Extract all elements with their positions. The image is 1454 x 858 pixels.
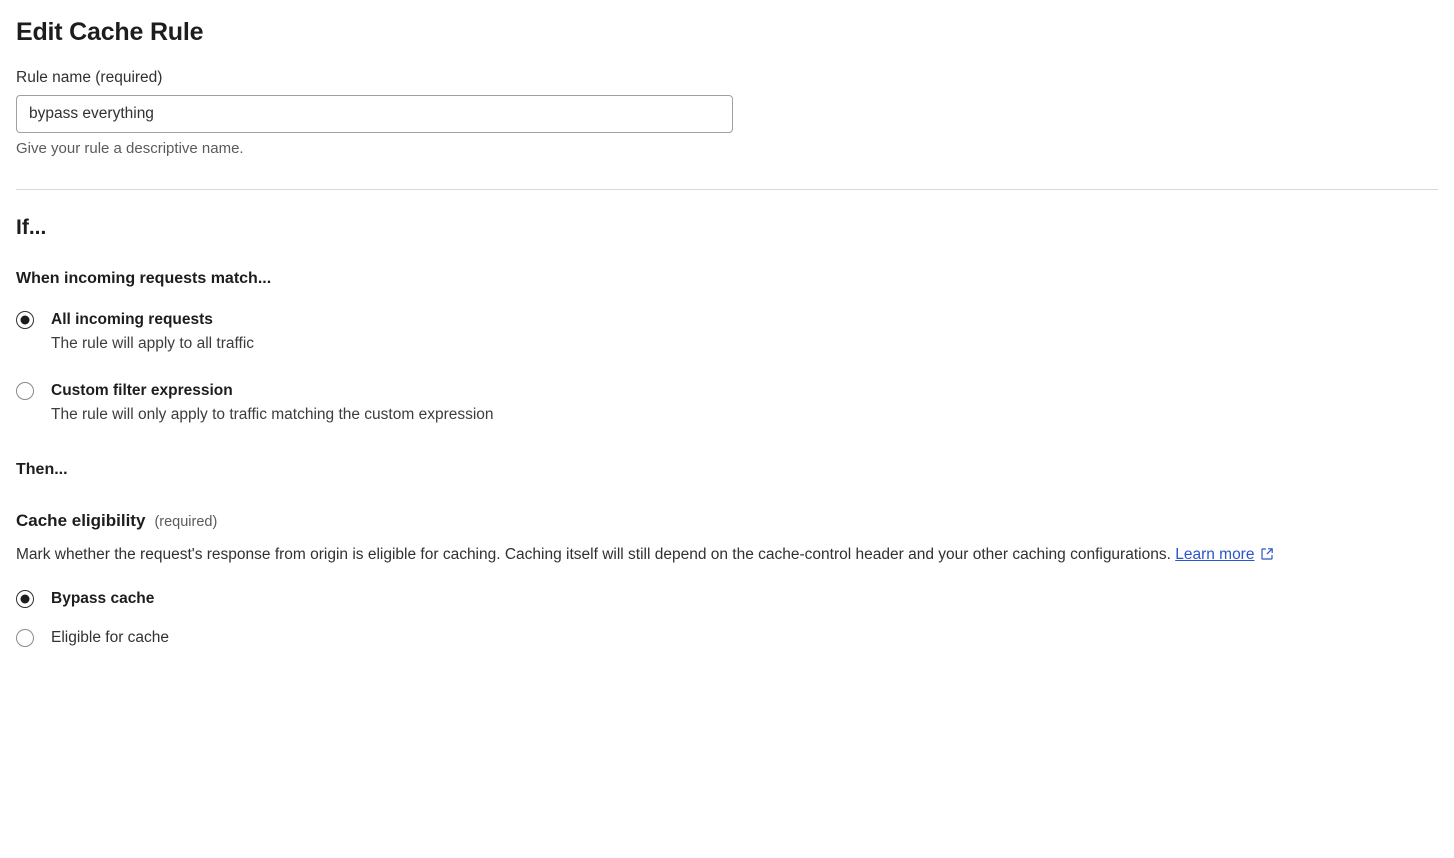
rule-name-help-text: Give your rule a descriptive name.: [16, 140, 244, 157]
page-title: Edit Cache Rule: [16, 18, 204, 46]
cache-eligibility-radio-group: [16, 589, 1438, 648]
cache-eligibility-required-note: (required): [154, 514, 218, 531]
rule-name-label: Rule name (required): [16, 69, 163, 86]
radio-label-eligible-for-cache: Eligible for cache: [51, 628, 170, 646]
cache-eligibility-description: [16, 544, 1436, 568]
section-divider: [16, 189, 1438, 190]
rule-name-input[interactable]: [16, 95, 733, 133]
radio-option-bypass-cache[interactable]: [16, 589, 1438, 608]
radio-option-eligible-for-cache[interactable]: [16, 628, 1438, 647]
rule-name-field-group: [16, 69, 1438, 157]
cache-eligibility-label: Cache eligibility: [16, 511, 146, 531]
radio-icon-custom-filter-expression[interactable]: [16, 382, 34, 400]
radio-desc-custom-filter-expression: The rule will only apply to traffic matching the custom expression: [51, 405, 494, 423]
cache-eligibility-heading-row: [16, 511, 1438, 531]
incoming-requests-radio-group: [16, 310, 1438, 425]
radio-label-bypass-cache: Bypass cache: [51, 589, 155, 607]
if-section-heading: If...: [16, 216, 47, 239]
radio-icon-bypass-cache[interactable]: [16, 590, 34, 608]
radio-icon-all-incoming-requests[interactable]: [16, 311, 34, 329]
radio-desc-all-incoming-requests: The rule will apply to all traffic: [51, 335, 255, 353]
radio-icon-eligible-for-cache[interactable]: [16, 629, 34, 647]
then-section-heading: Then...: [16, 461, 68, 479]
external-link-icon: [1260, 546, 1274, 568]
incoming-requests-subheading: When incoming requests match...: [16, 270, 272, 287]
radio-label-all-incoming-requests: All incoming requests: [51, 311, 213, 328]
radio-label-custom-filter-expression: Custom filter expression: [51, 381, 233, 399]
learn-more-link[interactable]: Learn more: [1175, 546, 1255, 564]
cache-eligibility-description-text: Mark whether the request's response from origin is eligible for caching. Caching itself will still depend on the cache-control header and your other caching configurations.: [16, 546, 1171, 564]
then-section: [16, 461, 1438, 647]
radio-option-custom-filter-expression[interactable]: [16, 381, 1438, 426]
radio-option-all-incoming-requests[interactable]: [16, 310, 1438, 355]
